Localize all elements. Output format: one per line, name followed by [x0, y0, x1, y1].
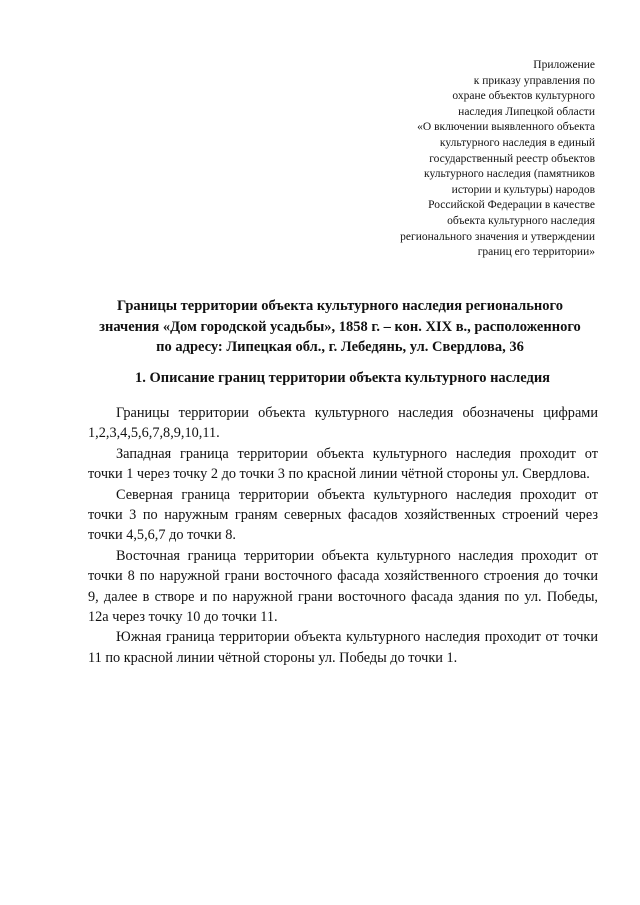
- paragraph-north-boundary: Северная граница территории объекта культурного наследия проходит от точки 3 по наружным граням северных фасадов хозяйственных строений через точки 4,5,6,7 до точки 8.: [88, 486, 598, 544]
- appendix-line: объекта культурного наследия: [447, 214, 595, 227]
- section-heading: 1. Описание границ территории объекта культурного наследия: [134, 370, 551, 386]
- appendix-line: границ его территории»: [477, 246, 595, 259]
- appendix-line: культурного наследия в единый: [439, 136, 595, 149]
- appendix-line: Приложение: [533, 59, 595, 71]
- appendix-line: «О включении выявленного объекта: [417, 121, 595, 134]
- appendix-line: государственный реестр объектов: [429, 152, 595, 165]
- paragraph-south-boundary: Южная граница территории объекта культурного наследия проходит от точки 11 по красной линии чётной стороны ул. Победы до точки 1.: [88, 629, 598, 666]
- section-body: [88, 403, 598, 668]
- paragraph-east-boundary: Восточная граница территории объекта культурного наследия проходит от точки 8 по наружной грани восточного фасада хозяйственного строения до точки 9, далее в створе и по наружной грани восточного фасада здания по ул. Победы, 12а через точку 10 до точки 11.: [88, 547, 598, 626]
- title-line: по адресу: Липецкая обл., г. Лебедянь, ул. Свердлова, 36: [156, 339, 524, 355]
- appendix-header: [295, 58, 595, 261]
- appendix-line: истории и культуры) народов: [451, 183, 595, 196]
- title-line: значения «Дом городской усадьбы», 1858 г. – кон. XIX в., расположенного: [99, 318, 581, 335]
- document-title: [70, 296, 610, 358]
- appendix-line: культурного наследия (памятников: [424, 168, 595, 181]
- appendix-line: к приказу управления по: [473, 74, 595, 87]
- paragraph-west-boundary: Западная граница территории объекта культурного наследия проходит от точки 1 через точку 2 до точки 3 по красной линии чётной стороны ул. Свердлова.: [88, 445, 598, 483]
- appendix-line: регионального значения и утверждении: [400, 230, 595, 243]
- appendix-line: Российской Федерации в качестве: [428, 199, 595, 212]
- title-line: Границы территории объекта культурного наследия регионального: [117, 298, 563, 314]
- appendix-line: охране объектов культурного: [452, 90, 595, 103]
- appendix-line: наследия Липецкой области: [458, 105, 595, 118]
- paragraph-overview: Границы территории объекта культурного наследия обозначены цифрами 1,2,3,4,5,6,7,8,9,10,11.: [88, 405, 598, 442]
